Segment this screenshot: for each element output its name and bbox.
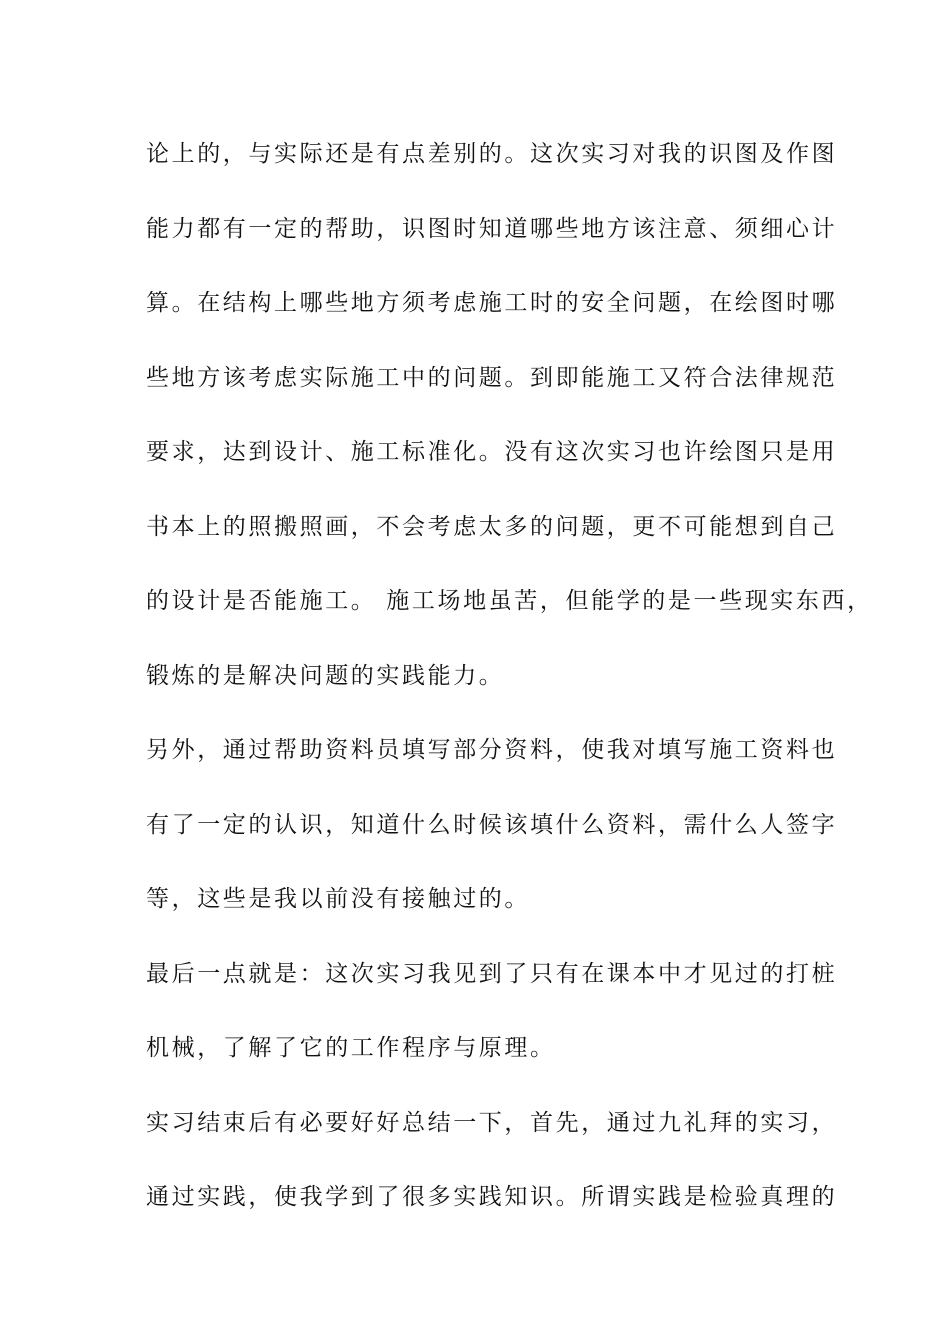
text-line-7: 的设计是否能施工。 施工场地虽苦，但能学的是一些现实东西， bbox=[146, 588, 873, 614]
text-line-4: 些地方该考虑实际施工中的问题。到即能施工又符合法律规范 bbox=[146, 364, 838, 391]
text-line-2: 能力都有一定的帮助，识图时知道哪些地方该注意、须细心计 bbox=[146, 215, 838, 242]
text-line-10: 有了一定的认识，知道什么时候该填什么资料，需什么人签字 bbox=[146, 811, 838, 838]
text-line-9: 另外，通过帮助资料员填写部分资料，使我对填写施工资料也 bbox=[146, 737, 838, 763]
text-line-15: 通过实践，使我学到了很多实践知识。所谓实践是检验真理的 bbox=[146, 1184, 838, 1210]
text-line-6: 书本上的照搬照画，不会考虑太多的问题，更不可能想到自己 bbox=[146, 513, 838, 540]
text-line-12: 最后一点就是：这次实习我见到了只有在课本中才见过的打桩 bbox=[146, 960, 838, 987]
text-line-11: 等，这些是我以前没有接触过的。 bbox=[146, 886, 530, 912]
text-line-3: 算。在结构上哪些地方须考虑施工时的安全问题，在绘图时哪 bbox=[146, 290, 838, 316]
text-line-1: 论上的，与实际还是有点差别的。这次实习对我的识图及作图 bbox=[146, 141, 838, 167]
text-line-13: 机械，了解了它的工作程序与原理。 bbox=[146, 1035, 556, 1061]
text-line-14: 实习结束后有必要好好总结一下，首先，通过九礼拜的实习， bbox=[146, 1109, 838, 1136]
body-text bbox=[146, 126, 873, 1244]
text-line-8: 锻炼的是解决问题的实践能力。 bbox=[146, 662, 505, 689]
text-line-5: 要求，达到设计、施工标准化。没有这次实习也许绘图只是用 bbox=[146, 439, 838, 465]
